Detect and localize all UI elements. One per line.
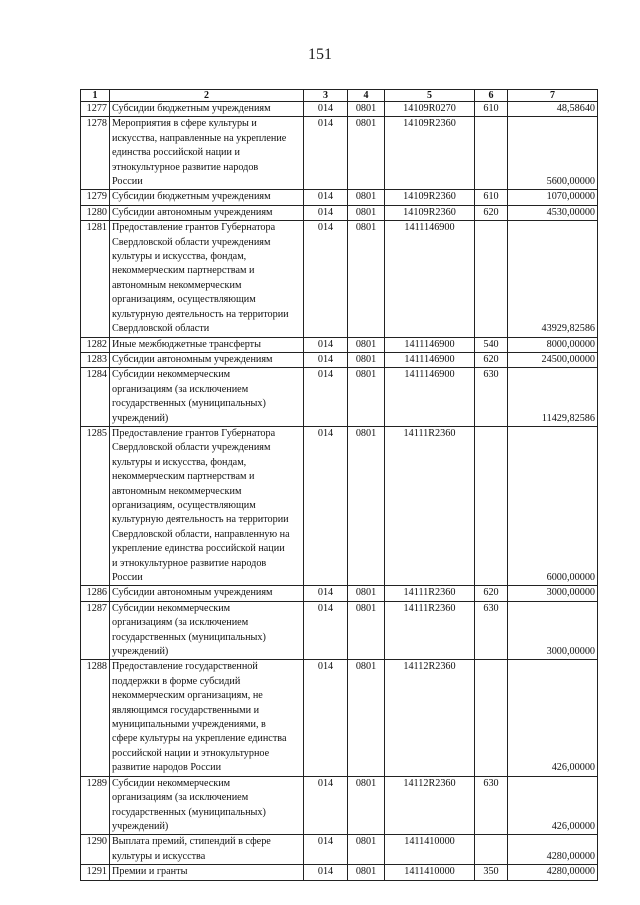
table-row	[81, 660, 598, 776]
target-article-code: 14109R0270	[385, 102, 475, 117]
description-line: учреждений)	[112, 646, 169, 658]
target-article-code: 14111R2360	[385, 601, 475, 660]
description-line: России	[112, 572, 143, 583]
section-code: 0801	[348, 426, 385, 585]
table-row	[81, 221, 598, 337]
description-line: Мероприятия в сфере культуры и	[112, 118, 257, 130]
expense-type-code: 630	[475, 776, 508, 835]
amount-value: 48,58640	[508, 102, 598, 117]
table-row	[81, 586, 598, 601]
row-number: 1277	[81, 102, 110, 117]
row-description	[110, 835, 304, 865]
column-header: 2	[110, 90, 304, 102]
target-article-code: 14109R2360	[385, 190, 475, 205]
amount-value: 43929,82586	[508, 221, 598, 337]
target-article-code: 14109R2360	[385, 117, 475, 190]
row-description	[110, 776, 304, 835]
row-number: 1281	[81, 221, 110, 337]
ministry-code: 014	[304, 117, 348, 190]
expense-type-code	[475, 221, 508, 337]
row-description	[110, 586, 304, 601]
description-line: культурную деятельность на территории	[112, 308, 289, 320]
description-line: этнокультурное развитие народов	[112, 161, 259, 173]
description-line: муниципальными учреждениями, в	[112, 719, 266, 731]
table-row	[81, 102, 598, 117]
description-line: и этнокультурное развитие народов	[112, 557, 267, 569]
expense-type-code: 630	[475, 601, 508, 660]
amount-value: 4530,00000	[508, 205, 598, 220]
ministry-code: 014	[304, 368, 348, 427]
amount-value: 24500,00000	[508, 352, 598, 367]
row-description	[110, 426, 304, 585]
column-header: 6	[475, 90, 508, 102]
row-number: 1290	[81, 835, 110, 865]
description-line: Предоставление грантов Губернатора	[112, 222, 276, 234]
row-description	[110, 368, 304, 427]
amount-value: 1070,00000	[508, 190, 598, 205]
description-line: некоммерческим организациям, не	[112, 690, 263, 702]
row-number: 1282	[81, 337, 110, 352]
table-row	[81, 190, 598, 205]
expense-type-code: 610	[475, 190, 508, 205]
ministry-code: 014	[304, 337, 348, 352]
description-line: культуры и искусства	[112, 850, 206, 862]
amount-value: 8000,00000	[508, 337, 598, 352]
description-line: культурную деятельность на территории	[112, 514, 289, 526]
row-description	[110, 205, 304, 220]
target-article-code: 1411410000	[385, 865, 475, 880]
table-header-row	[81, 90, 598, 102]
target-article-code: 1411146900	[385, 337, 475, 352]
expense-type-code	[475, 835, 508, 865]
target-article-code: 1411410000	[385, 835, 475, 865]
amount-value: 4280,00000	[508, 865, 598, 880]
description-line: Субсидии бюджетным учреждениям	[112, 103, 271, 114]
description-line: Субсидии автономным учреждениям	[112, 587, 273, 599]
table-row	[81, 368, 598, 427]
target-article-code: 14109R2360	[385, 205, 475, 220]
expense-type-code: 620	[475, 586, 508, 601]
row-description	[110, 601, 304, 660]
expense-type-code: 630	[475, 368, 508, 427]
description-line: организациям, осуществляющим	[112, 294, 256, 306]
description-line: культуры и искусства, фондам,	[112, 456, 247, 468]
amount-value: 426,00000	[508, 660, 598, 776]
column-header: 7	[508, 90, 598, 102]
row-description	[110, 117, 304, 190]
description-line: государственных (муниципальных)	[112, 631, 266, 643]
section-code: 0801	[348, 190, 385, 205]
row-number: 1283	[81, 352, 110, 367]
table-row	[81, 426, 598, 585]
expense-type-code	[475, 426, 508, 585]
table-row	[81, 776, 598, 835]
amount-value: 5600,00000	[508, 117, 598, 190]
ministry-code: 014	[304, 865, 348, 880]
table-row	[81, 601, 598, 660]
description-line: организациям (за исключением	[112, 792, 249, 804]
expense-type-code	[475, 660, 508, 776]
description-line: Субсидии некоммерческим	[112, 777, 231, 789]
description-line: поддержки в форме субсидий	[112, 675, 241, 687]
section-code: 0801	[348, 352, 385, 367]
description-line: Иные межбюджетные трансферты	[112, 338, 261, 350]
description-line: российской нации и этнокультурное	[112, 747, 270, 759]
table-row	[81, 835, 598, 865]
description-line: единства российской нации и	[112, 147, 240, 159]
amount-value: 3000,00000	[508, 601, 598, 660]
amount-value: 6000,00000	[508, 426, 598, 585]
section-code: 0801	[348, 368, 385, 427]
section-code: 0801	[348, 205, 385, 220]
column-header: 4	[348, 90, 385, 102]
table-row	[81, 117, 598, 190]
description-line: искусства, направленные на укрепление	[112, 132, 287, 144]
description-line: Свердловской области, направленную на	[112, 528, 290, 540]
table-row	[81, 352, 598, 367]
amount-value: 4280,00000	[508, 835, 598, 865]
ministry-code: 014	[304, 586, 348, 601]
budget-table	[80, 89, 598, 881]
description-line: России	[112, 176, 143, 188]
table-row	[81, 205, 598, 220]
ministry-code: 014	[304, 221, 348, 337]
target-article-code: 1411146900	[385, 352, 475, 367]
expense-type-code: 620	[475, 205, 508, 220]
expense-type-code: 350	[475, 865, 508, 880]
row-number: 1280	[81, 205, 110, 220]
column-header: 3	[304, 90, 348, 102]
ministry-code: 014	[304, 776, 348, 835]
ministry-code: 014	[304, 601, 348, 660]
description-line: автономным некоммерческим	[112, 485, 242, 497]
description-line: организациям (за исключением	[112, 617, 249, 629]
expense-type-code: 610	[475, 102, 508, 117]
row-description	[110, 221, 304, 337]
ministry-code: 014	[304, 835, 348, 865]
table-row	[81, 337, 598, 352]
description-line: государственных (муниципальных)	[112, 398, 266, 410]
ministry-code: 014	[304, 205, 348, 220]
column-header: 5	[385, 90, 475, 102]
row-number: 1289	[81, 776, 110, 835]
description-line: Субсидии автономным учреждениям	[112, 353, 273, 365]
description-line: Субсидии некоммерческим	[112, 602, 231, 614]
page-number: 151	[308, 46, 332, 63]
description-line: сфере культуры на укрепление единства	[112, 733, 287, 745]
column-header: 1	[81, 90, 110, 102]
row-number: 1287	[81, 601, 110, 660]
description-line: Свердловской области учреждениям	[112, 442, 271, 454]
section-code: 0801	[348, 586, 385, 601]
description-line: Выплата премий, стипендий в сфере	[112, 836, 271, 848]
amount-value: 426,00000	[508, 776, 598, 835]
description-line: Премии и гранты	[112, 866, 188, 878]
description-line: являющимся государственными и	[112, 704, 260, 716]
description-line: укрепление единства российской нации	[112, 543, 285, 555]
row-number: 1278	[81, 117, 110, 190]
section-code: 0801	[348, 601, 385, 660]
description-line: развитие народов России	[112, 762, 222, 774]
section-code: 0801	[348, 117, 385, 190]
section-code: 0801	[348, 221, 385, 337]
section-code: 0801	[348, 337, 385, 352]
section-code: 0801	[348, 835, 385, 865]
description-line: автономным некоммерческим	[112, 279, 242, 291]
row-number: 1291	[81, 865, 110, 880]
expense-type-code: 620	[475, 352, 508, 367]
section-code: 0801	[348, 102, 385, 117]
ministry-code: 014	[304, 190, 348, 205]
row-description	[110, 865, 304, 880]
row-number: 1279	[81, 190, 110, 205]
description-line: учреждений)	[112, 412, 169, 424]
row-number: 1288	[81, 660, 110, 776]
row-number: 1286	[81, 586, 110, 601]
ministry-code: 014	[304, 102, 348, 117]
row-description	[110, 102, 304, 117]
description-line: организациям, осуществляющим	[112, 499, 256, 511]
row-number: 1285	[81, 426, 110, 585]
row-number: 1284	[81, 368, 110, 427]
table-row	[81, 865, 598, 880]
description-line: государственных (муниципальных)	[112, 806, 266, 818]
ministry-code: 014	[304, 352, 348, 367]
section-code: 0801	[348, 865, 385, 880]
description-line: Свердловской области учреждениям	[112, 236, 271, 248]
amount-value: 11429,82586	[508, 368, 598, 427]
description-line: Субсидии автономным учреждениям	[112, 206, 273, 218]
ministry-code: 014	[304, 426, 348, 585]
description-line: Субсидии некоммерческим	[112, 369, 231, 381]
target-article-code: 14111R2360	[385, 426, 475, 585]
description-line: культуры и искусства, фондам,	[112, 251, 247, 263]
description-line: организациям (за исключением	[112, 383, 249, 395]
description-line: некоммерческим партнерствам и	[112, 471, 255, 483]
row-description	[110, 352, 304, 367]
section-code: 0801	[348, 660, 385, 776]
description-line: Свердловской области	[112, 323, 210, 335]
ministry-code: 014	[304, 660, 348, 776]
description-line: учреждений)	[112, 820, 169, 832]
target-article-code: 1411146900	[385, 221, 475, 337]
target-article-code: 14111R2360	[385, 586, 475, 601]
description-line: некоммерческим партнерствам и	[112, 265, 255, 277]
expense-type-code	[475, 117, 508, 190]
target-article-code: 1411146900	[385, 368, 475, 427]
target-article-code: 14112R2360	[385, 776, 475, 835]
description-line: Субсидии бюджетным учреждениям	[112, 191, 271, 203]
amount-value: 3000,00000	[508, 586, 598, 601]
row-description	[110, 190, 304, 205]
section-code: 0801	[348, 776, 385, 835]
row-description	[110, 337, 304, 352]
description-line: Предоставление государственной	[112, 661, 258, 673]
target-article-code: 14112R2360	[385, 660, 475, 776]
description-line: Предоставление грантов Губернатора	[112, 427, 276, 439]
expense-type-code: 540	[475, 337, 508, 352]
row-description	[110, 660, 304, 776]
